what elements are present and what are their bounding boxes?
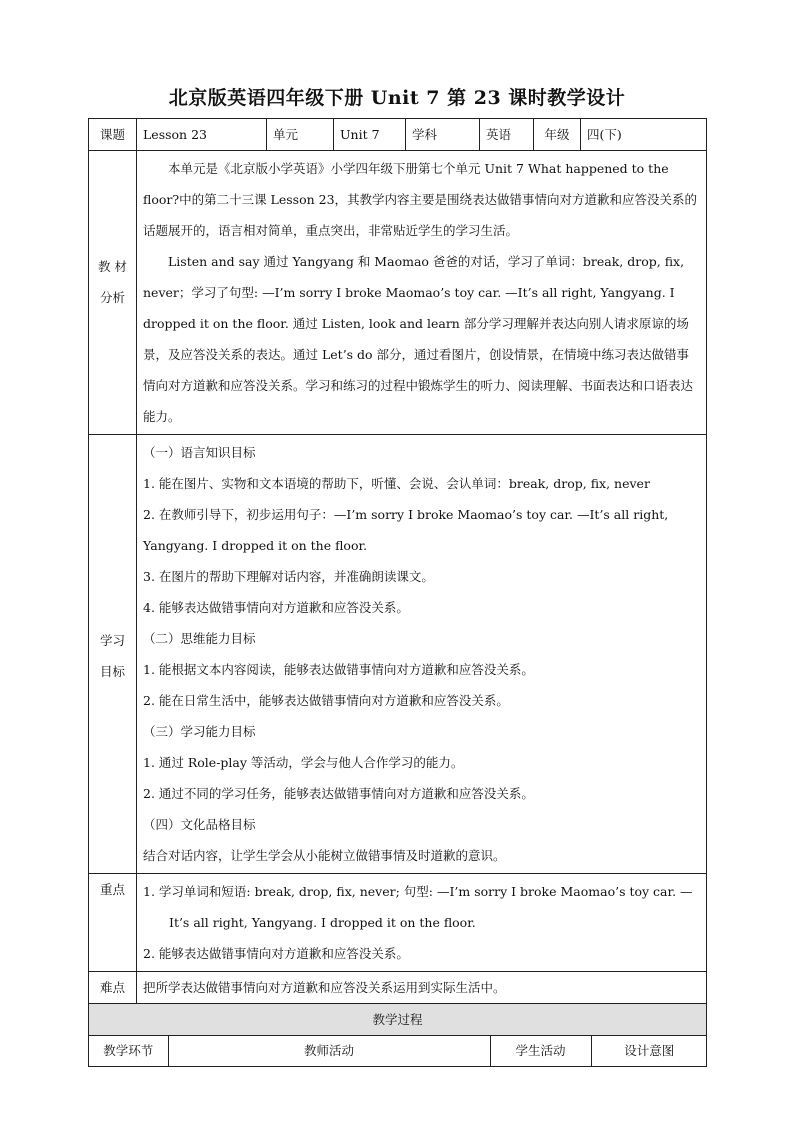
goals-row xyxy=(89,435,707,874)
goal-line: （三）学习能力目标 xyxy=(143,724,256,739)
grade-label: 年级 xyxy=(534,119,581,151)
goal-line: （一）语言知识目标 xyxy=(143,445,256,460)
process-header: 教学过程 xyxy=(89,1004,707,1036)
key-points-content xyxy=(137,874,707,972)
unit-value: Unit 7 xyxy=(334,119,406,151)
goal-line: （二）思维能力目标 xyxy=(143,631,256,646)
analysis-row xyxy=(89,151,707,435)
column-teacher-activity: 教师活动 xyxy=(168,1036,490,1066)
document-title: 北京版英语四年级下册 Unit 7 第 23 课时教学设计 xyxy=(168,87,626,109)
goal-line: 2. 通过不同的学习任务，能够表达做错事情向对方道歉和应答没关系。 xyxy=(143,786,534,801)
process-columns xyxy=(89,1036,707,1066)
key-point-item: 1. 学习单词和短语: break, drop, fix, never; 句型: —I’m sorry I broke Maomao’s toy car. —It’s all right, Yangyang. I dropped it on the floor. xyxy=(143,884,693,930)
goal-line: 1. 能根据文本内容阅读，能够表达做错事情向对方道歉和应答没关系。 xyxy=(143,662,534,677)
lesson-value: Lesson 23 xyxy=(137,119,267,151)
subject-label: 学科 xyxy=(406,119,480,151)
header-row xyxy=(89,119,707,151)
analysis-content xyxy=(137,151,707,435)
key-point-item: 2. 能够表达做错事情向对方道歉和应答没关系。 xyxy=(143,946,409,961)
goals-label-1: 学习 xyxy=(99,633,125,648)
column-teaching-stage: 教学环节 xyxy=(89,1036,168,1066)
difficult-points-label: 难点 xyxy=(89,972,137,1004)
difficult-points-row xyxy=(89,972,707,1004)
goal-line: 2. 能在日常生活中，能够表达做错事情向对方道歉和应答没关系。 xyxy=(143,693,509,708)
goal-line: （四）文化品格目标 xyxy=(143,817,256,832)
analysis-label-2: 分析 xyxy=(99,290,125,305)
column-design-intent: 设计意图 xyxy=(624,1043,675,1058)
difficult-points-content: 把所学表达做错事情向对方道歉和应答没关系运用到实际生活中。 xyxy=(137,972,707,1004)
unit-label: 单元 xyxy=(267,119,334,151)
goal-line: 1. 通过 Role-play 等活动，学会与他人合作学习的能力。 xyxy=(143,755,464,770)
process-header-row xyxy=(89,1004,707,1036)
lesson-label: 课题 xyxy=(89,119,137,151)
analysis-paragraph: Listen and say 通过 Yangyang 和 Maomao 爸爸的对话，学习了单词：break, drop, fix, never；学习了句型: —I’m sorry I broke Maomao’s toy car. —It’s all right, Yangyang. I dropped it on the floor. 通过 Listen, look and learn 部分学习理解并表达向别人请求原谅的场景，及应答没关系的表达。通过 Let’s do 部分，通过看图片，创设情景，在情境中练习表达做错事情向对方道歉和应答没关系。学习和练习的过程中锻炼学生的听力、阅读理解、书面表达和口语表达能力。 xyxy=(143,254,694,424)
subject-value: 英语 xyxy=(480,119,534,151)
column-student-activity: 学生活动 xyxy=(490,1036,591,1066)
goal-line: 3. 在图片的帮助下理解对话内容，并准确朗读课文。 xyxy=(143,569,434,584)
goal-line: 结合对话内容，让学生学会从小能树立做错事情及时道歉的意识。 xyxy=(143,848,506,863)
goal-line: 2. 在教师引导下，初步运用句子：—I’m sorry I broke Maomao’s toy car. —It’s all right, Yangyang. I dropped it on the floor. xyxy=(143,507,669,553)
analysis-paragraph: 本单元是《北京版小学英语》小学四年级下册第七个单元 Unit 7 What happened to the floor?中的第二十三课 Lesson 23，其教学内容主要是围绕表达做错事情向对方道歉和应答没关系的话题展开的，语言相对简单，重点突出，非常贴近学生的学习生活。 xyxy=(143,161,698,238)
process-columns-row xyxy=(89,1036,707,1067)
goal-line: 4. 能够表达做错事情向对方道歉和应答没关系。 xyxy=(143,600,409,615)
key-points-label: 重点 xyxy=(89,874,137,972)
lesson-plan-table xyxy=(88,118,707,1067)
goal-line: 1. 能在图片、实物和文本语境的帮助下，听懂、会说、会认单词：break, drop, fix, never xyxy=(143,476,650,491)
goals-label-2: 目标 xyxy=(99,664,125,679)
analysis-label-1: 教 材 xyxy=(98,259,127,274)
key-points-row xyxy=(89,874,707,972)
grade-value: 四(下) xyxy=(581,119,707,151)
goals-content xyxy=(137,435,707,874)
